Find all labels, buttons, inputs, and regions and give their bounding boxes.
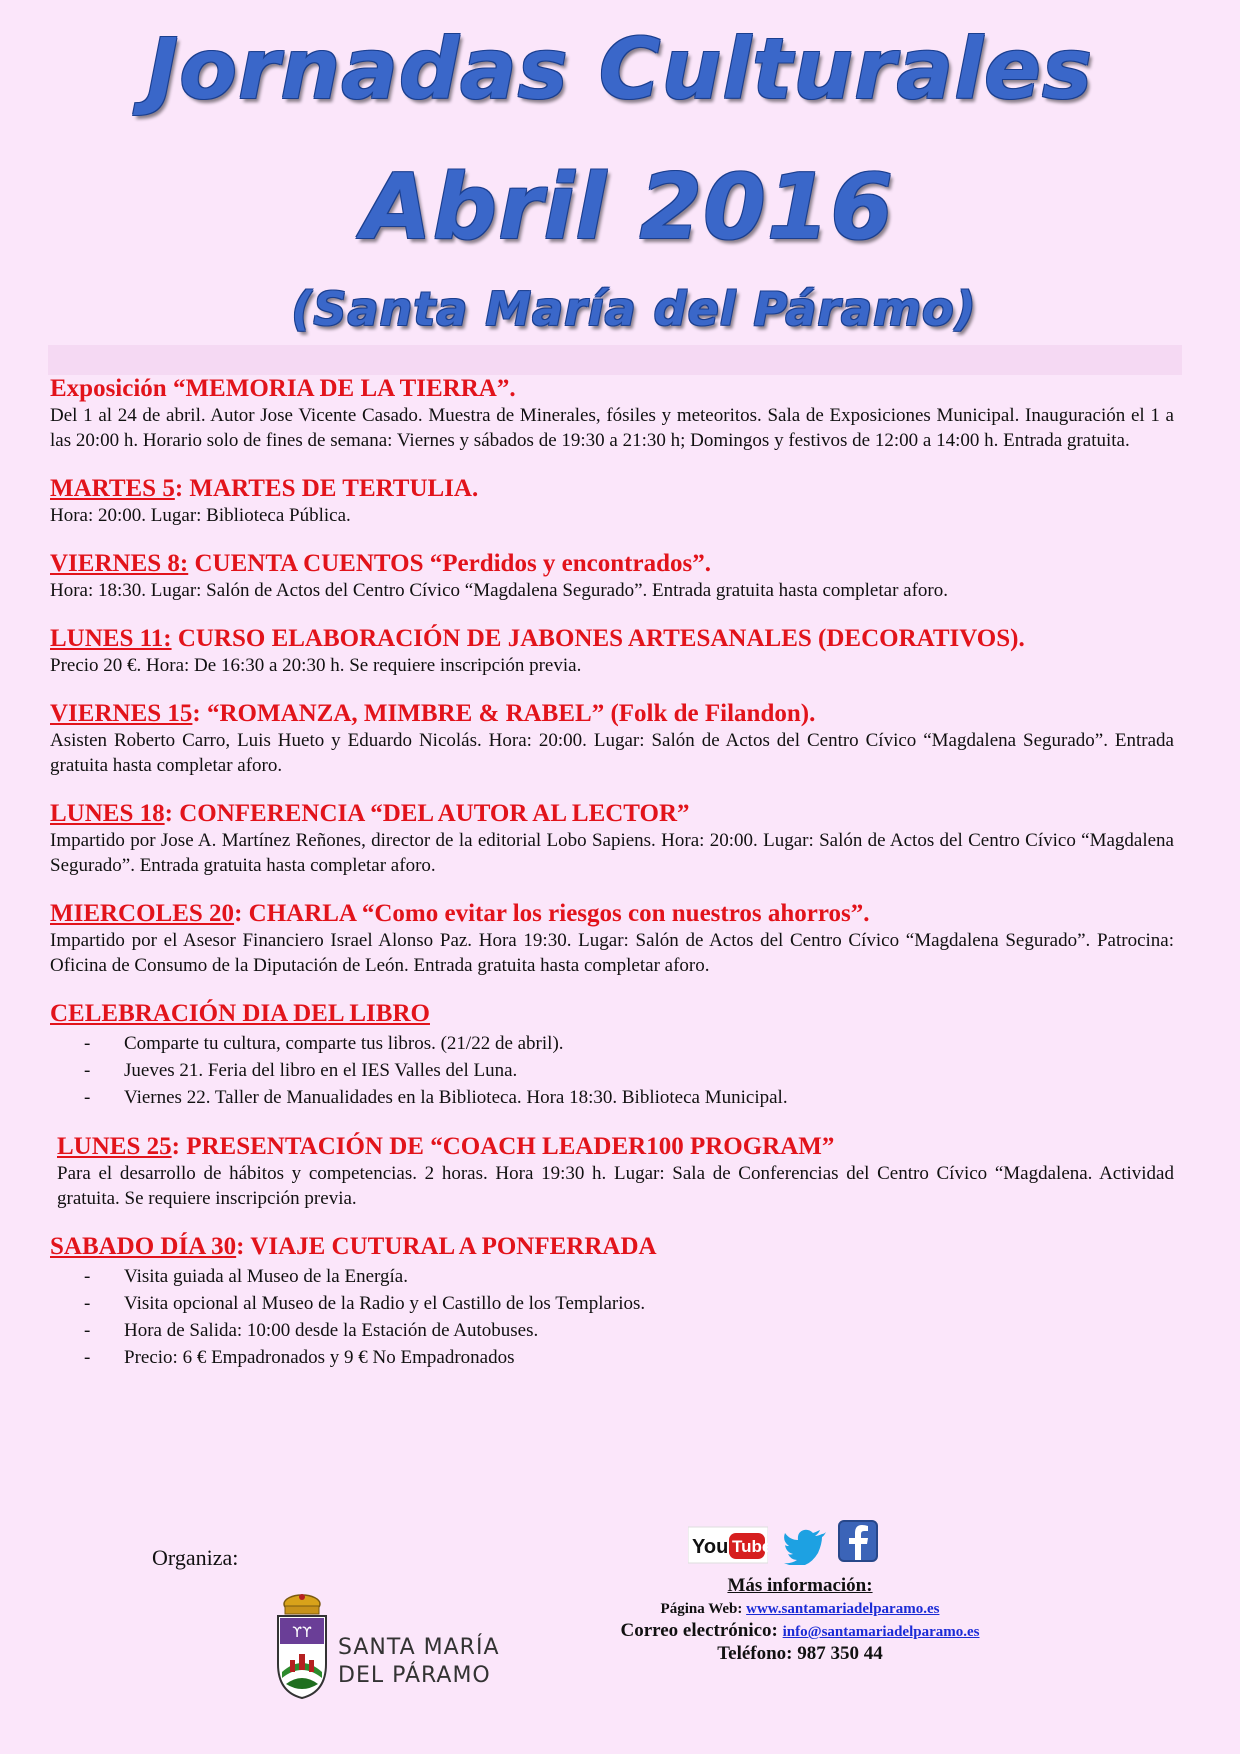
event-description: Hora: 18:30. Lugar: Salón de Actos del Centro Cívico “Magdalena Segurado”. Entrada gratuita hasta completar aforo. [50,580,948,601]
web-label: Página Web: [660,1601,743,1617]
event-title: Exposición “MEMORIA DE LA TIERRA”. [50,375,516,402]
event-title: CURSO ELABORACIÓN DE JABONES ARTESANALES (DECORATIVOS). [171,625,1025,652]
subtitle: (Santa María del Páramo) [291,282,977,336]
event-title: : VIAJE CUTURAL A PONFERRADA [236,1233,657,1260]
event-heading [50,900,1174,928]
event-title: : “ROMANZA, MIMBRE & RABEL” (Folk de Filandon). [192,700,816,727]
event-description: Asisten Roberto Carro, Luis Hueto y Eduardo Nicolás. Hora: 20:00. Lugar: Salón de Actos del Centro Cívico “Magdalena Segurado”. Entrada gratuita hasta completar aforo. [50,730,1174,776]
email-link[interactable]: info@santamariadelparamo.es [782,1624,980,1640]
list-item: - Visita opcional al Museo de la Radio y el Castillo de los Templarios. [50,1290,1174,1317]
twitter-bird [782,1525,826,1565]
event-description: Para el desarrollo de hábitos y competencias. 2 horas. Hora 19:30 h. Lugar: Sala de Conferencias del Centro Cívico “Magdalena. Actividad gratuita. Se requiere inscripción previa. [57,1163,1174,1209]
event-title: : CHARLA “Como evitar los riesgos con nuestros ahorros”. [234,900,870,927]
coat-of-arms-icon [272,1592,332,1702]
event-lunes-25 [50,1133,1174,1211]
title-line1: Jornadas Culturales [147,20,1093,118]
logo-text [338,1634,500,1690]
event-title: CELEBRACIÓN DIA DEL LIBRO [50,1000,430,1027]
event-list [50,1263,1174,1371]
event-miercoles-20 [50,900,1174,978]
event-day: VIERNES 8: [50,550,189,577]
event-day: MARTES 5 [50,475,175,502]
event-description: Impartido por Jose A. Martínez Reñones, director de la editorial Lobo Sapiens. Hora: 20:00. Lugar: Salón de Actos del Centro Cívico “Magdalena Segurado”. Entrada gratuita hasta completar aforo. [50,830,1174,876]
list-item: - Precio: 6 € Empadronados y 9 € No Empadronados [50,1344,1174,1371]
email-label: Correo electrónico: [620,1620,778,1641]
event-list [50,1030,1174,1111]
more-info-heading: Más información: [727,1575,873,1596]
event-sabado-30 [50,1233,1174,1371]
event-heading [50,550,1174,578]
organiza-label: Organiza: [152,1545,239,1570]
event-dia-del-libro [50,1000,1174,1111]
event-title: CUENTA CUENTOS “Perdidos y encontrados”. [188,550,711,577]
event-description: Precio 20 €. Hora: De 16:30 a 20:30 h. Se requiere inscripción previa. [50,655,582,676]
youtube-icon[interactable] [688,1525,768,1565]
municipality-logo [272,1592,512,1702]
event-heading [50,800,1174,828]
event-day: VIERNES 15 [50,700,193,727]
phone-line: Teléfono: 987 350 44 [717,1643,883,1664]
event-heading [57,1133,1174,1161]
event-day: SABADO DÍA 30 [50,1233,237,1260]
twitter-icon[interactable] [782,1525,826,1565]
event-description: Del 1 al 24 de abril. Autor Jose Vicente Casado. Muestra de Minerales, fósiles y meteoritos. Sala de Exposiciones Municipal. Inauguración el 1 a las 20:00 h. Horario solo de fines de semana: Viernes y sábados de 19:30 a 21:30 h; Domingos y festivos de 12:00 a 14:00 h. Entrada gratuita. [50,405,1174,451]
event-heading [50,475,1174,503]
event-heading [50,1000,1174,1028]
web-line [560,1598,1040,1620]
title-line2: Abril 2016 [362,155,894,260]
event-description: Impartido por el Asesor Financiero Israel Alonso Paz. Hora 19:30. Lugar: Salón de Actos del Centro Cívico “Magdalena Segurado”. Patrocina: Oficina de Consumo de la Diputación de León. Entrada gratuita hasta completar aforo. [50,930,1174,976]
svg-text:You: You [692,1536,729,1558]
title-band [48,345,1182,375]
list-item: - Hora de Salida: 10:00 desde la Estación de Autobuses. [50,1317,1174,1344]
event-lunes-18 [50,800,1174,878]
list-item: - Visita guiada al Museo de la Energía. [50,1263,1174,1290]
event-heading [50,700,1174,728]
list-item: - Jueves 21. Feria del libro en el IES Valles del Luna. [50,1057,1174,1084]
event-heading [50,625,1174,653]
event-viernes-8 [50,550,1174,603]
logo-line2: DEL PÁRAMO [338,1663,491,1688]
email-line [560,1620,1040,1643]
svg-text:Tube: Tube [732,1537,768,1556]
event-description: Hora: 20:00. Lugar: Biblioteca Pública. [50,505,351,526]
event-heading [50,375,1174,403]
event-martes-5 [50,475,1174,528]
logo-line1: SANTA MARÍA [338,1635,500,1660]
event-title: : MARTES DE TERTULIA. [174,475,479,502]
youtube-logo [688,1525,768,1565]
svg-text:ϒϒ: ϒϒ [292,1625,312,1641]
contact-info [560,1574,1040,1665]
event-viernes-15 [50,700,1174,778]
event-lunes-11 [50,625,1174,678]
facebook-f [838,1520,878,1562]
facebook-icon[interactable] [838,1520,878,1560]
event-title: : PRESENTACIÓN DE “COACH LEADER100 PROGRAM” [171,1133,835,1160]
event-title: : CONFERENCIA “DEL AUTOR AL LECTOR” [164,800,690,827]
event-day: LUNES 11: [50,625,172,652]
web-link[interactable]: www.santamariadelparamo.es [746,1601,940,1617]
event-day: LUNES 25 [57,1133,172,1160]
event-day: MIERCOLES 20 [50,900,235,927]
event-day: LUNES 18 [50,800,165,827]
program-content [50,375,1174,1393]
list-item: - Viernes 22. Taller de Manualidades en la Biblioteca. Hora 18:30. Biblioteca Municipal. [50,1084,1174,1111]
list-item: - Comparte tu cultura, comparte tus libros. (21/22 de abril). [50,1030,1174,1057]
event-heading [50,1233,1174,1261]
event-exposicion [50,375,1174,453]
